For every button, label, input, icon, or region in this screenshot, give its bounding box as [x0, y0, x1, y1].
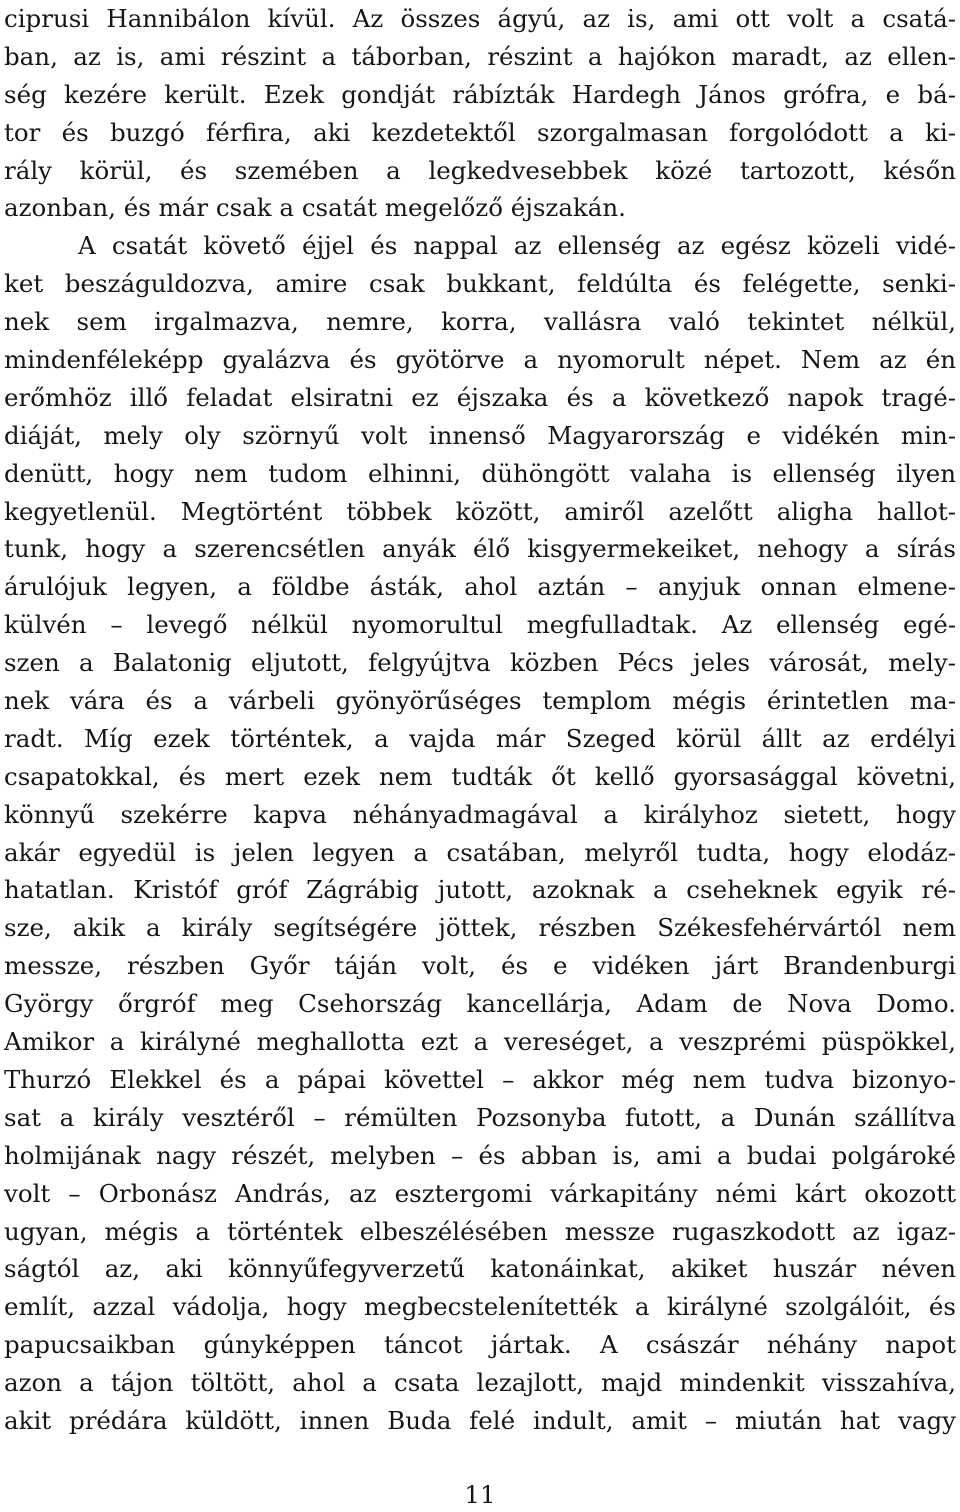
text-line: ciprusi Hannibálon kívül. Az összes ágyú, az is, ami ott volt a csatá-: [4, 4, 956, 33]
text-line: azon a tájon töltött, ahol a csata lezajlott, majd mindenkit visszahíva,: [4, 1368, 956, 1398]
text-line: volt – Orbonász András, az esztergomi várkapitány némi kárt okozott: [4, 1178, 956, 1208]
page-number: 11: [464, 1480, 496, 1509]
text-line: nek vára és a várbeli gyönyörűséges templom mégis érintetlen ma-: [4, 686, 956, 716]
text-line: külvén – levegő nélkül nyomorultul megfulladtak. Az ellenség egé-: [4, 610, 956, 640]
text-line: könnyű szekérre kapva néhányadmagával a királyhoz sietett, hogy: [4, 799, 956, 829]
text-line: sze, akik a király segítségére jöttek, részben Székesfehérvártól nem: [4, 913, 956, 943]
page-body: [4, 0, 956, 1440]
text-line: azonban, és már csak a csatát megelőző éjszakán.: [4, 193, 626, 223]
text-line: ket beszáguldozva, amire csak bukkant, feldúlta és felégette, senki-: [4, 269, 956, 299]
text-line: A csatát követő éjjel és nappal az ellenség az egész közeli vidé-: [78, 231, 956, 261]
text-line: akár egyedül is jelen legyen a csatában, melyről tudta, hogy elodáz-: [4, 837, 956, 867]
text-line: papucsaikban gúnyképpen táncot jártak. A császár néhány napot: [4, 1330, 956, 1360]
text-line: tunk, hogy a szerencsétlen anyák élő kisgyermekeiket, nehogy a sírás: [4, 534, 956, 564]
text-line: ban, az is, ami részint a táborban, részint a hajókon maradt, az ellen-: [4, 41, 956, 71]
text-block: [4, 0, 956, 1440]
text-line: messze, részben Győr táján volt, és e vidéken járt Brandenburgi: [4, 951, 956, 981]
text-line: denütt, hogy nem tudom elhinni, dühöngött valaha is ellenség ilyen: [4, 458, 956, 488]
text-line: Thurzó Elekkel és a pápai követtel – akkor még nem tudva bizonyo-: [4, 1064, 956, 1094]
text-line: György őrgróf meg Csehország kancellárja, Adam de Nova Domo.: [4, 989, 956, 1019]
text-line: ugyan, mégis a történtek elbeszélésében messze rugaszkodott az igaz-: [4, 1216, 956, 1246]
text-line: Amikor a királyné meghallotta ezt a vereséget, a veszprémi püspökkel,: [4, 1027, 956, 1057]
text-line: kegyetlenül. Megtörtént többek között, amiről azelőtt aligha hallot-: [4, 496, 956, 526]
text-line: mindenféleképp gyalázva és gyötörve a nyomorult népet. Nem az én: [4, 345, 956, 375]
text-line: tor és buzgó férfira, aki kezdetektől szorgalmasan forgolódott a ki-: [4, 117, 956, 147]
text-line: árulójuk legyen, a földbe ásták, ahol aztán – anyjuk onnan elmene-: [4, 572, 956, 602]
text-line: szen a Balatonig eljutott, felgyújtva közben Pécs jeles városát, mely-: [4, 648, 956, 678]
text-line: diáját, mely oly szörnyű volt innenső Magyarország e vidékén min-: [4, 420, 956, 450]
text-line: hatatlan. Kristóf gróf Zágrábig jutott, azoknak a cseheknek egyik ré-: [4, 875, 956, 905]
text-line: radt. Míg ezek történtek, a vajda már Szeged körül állt az erdélyi: [4, 723, 956, 753]
text-line: említ, azzal vádolja, hogy megbecstelenítették a királyné szolgálóit, és: [4, 1292, 956, 1322]
text-line: erőmhöz illő feladat elsiratni ez éjszaka és a következő napok tragé-: [4, 382, 956, 412]
text-line: ség kezére került. Ezek gondját rábízták Hardegh János grófra, e bá-: [4, 79, 956, 109]
text-line: holmijának nagy részét, melyben – és abban is, ami a budai polgároké: [4, 1140, 956, 1170]
text-line: sat a király vesztéről – rémülten Pozsonyba futott, a Dunán szállítva: [4, 1102, 956, 1132]
text-line: akit prédára küldött, innen Buda felé indult, amit – miután hat vagy: [4, 1405, 956, 1435]
text-line: rály körül, és szemében a legkedvesebbek közé tartozott, későn: [4, 155, 956, 185]
text-line: nek sem irgalmazva, nemre, korra, vallásra való tekintet nélkül,: [4, 307, 956, 337]
text-line: ságtól az, aki könnyűfegyverzetű katonáinkat, akiket huszár néven: [4, 1254, 956, 1284]
text-line: csapatokkal, és mert ezek nem tudták őt kellő gyorsasággal követni,: [4, 761, 956, 791]
